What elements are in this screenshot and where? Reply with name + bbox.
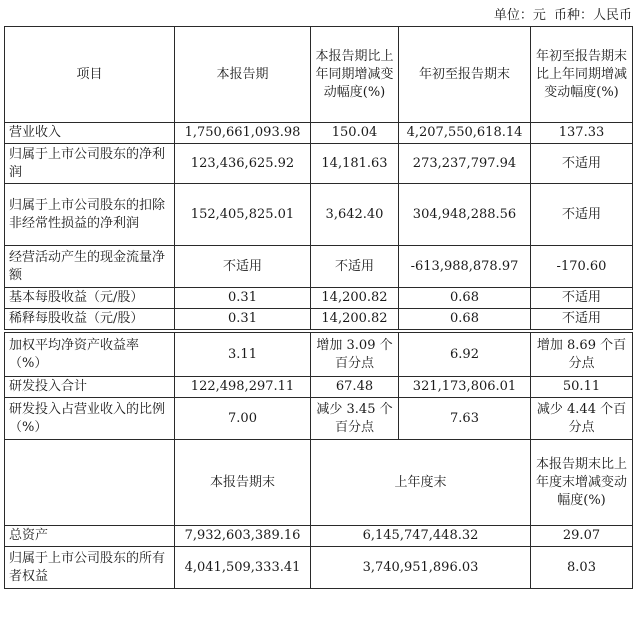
row-ytd: -613,988,878.97: [399, 246, 531, 288]
table-row: [5, 123, 633, 144]
table-row: [5, 377, 633, 398]
row-item: 稀释每股收益（元/股）: [5, 309, 175, 330]
row-current: 0.31: [175, 309, 311, 330]
table-row: [5, 246, 633, 288]
row-prior-year-end: 3,740,951,896.03: [311, 547, 531, 589]
financial-table-container: [4, 26, 633, 589]
table1-header-row: [5, 27, 633, 123]
row-change: 3,642.40: [311, 184, 399, 246]
row-ytd: 7.63: [399, 398, 531, 440]
row-ytd-change: 不适用: [531, 144, 633, 184]
row-current: 7.00: [175, 398, 311, 440]
row-ytd-change: 不适用: [531, 309, 633, 330]
table-row: [5, 288, 633, 309]
row-item: 营业收入: [5, 123, 175, 144]
row-change: 150.04: [311, 123, 399, 144]
table-row: [5, 309, 633, 330]
row-current: 152,405,825.01: [175, 184, 311, 246]
table2-header-row: [5, 440, 633, 526]
row-current: 1,750,661,093.98: [175, 123, 311, 144]
header-empty: [5, 440, 175, 526]
table-row: [5, 144, 633, 184]
header-current-period: 本报告期: [175, 27, 311, 123]
unit-currency-line: [490, 4, 632, 23]
row-change: 67.48: [311, 377, 399, 398]
row-current: 3.11: [175, 333, 311, 377]
row-current: 不适用: [175, 246, 311, 288]
row-ytd-change: 增加 8.69 个百分点: [531, 333, 633, 377]
row-item: 研发投入占营业收入的比例（%）: [5, 398, 175, 440]
row-current: 0.31: [175, 288, 311, 309]
row-current: 122,498,297.11: [175, 377, 311, 398]
row-item: 总资产: [5, 526, 175, 547]
header-ytd: 年初至报告期末: [399, 27, 531, 123]
table-row: [5, 398, 633, 440]
header-period-end: 本报告期末: [175, 440, 311, 526]
row-ytd-change: 不适用: [531, 184, 633, 246]
header-ytd-change: 年初至报告期末比上年同期增减变动幅度(%): [531, 27, 633, 123]
row-change: 14,200.82: [311, 309, 399, 330]
row-period-end: 4,041,509,333.41: [175, 547, 311, 589]
row-item: 归属于上市公司股东的净利润: [5, 144, 175, 184]
row-prior-year-end: 6,145,747,448.32: [311, 526, 531, 547]
row-ytd-change: -170.60: [531, 246, 633, 288]
currency-label: 币种：人民币: [553, 8, 632, 23]
row-change: 增加 3.09 个百分点: [311, 333, 399, 377]
financial-data-table: [4, 26, 633, 589]
row-ytd: 321,173,806.01: [399, 377, 531, 398]
row-change: 14,181.63: [311, 144, 399, 184]
row-item: 研发投入合计: [5, 377, 175, 398]
row-item: 归属于上市公司股东的所有者权益: [5, 547, 175, 589]
row-ytd: 0.68: [399, 309, 531, 330]
header-change: 本报告期末比上年度末增减变动幅度(%): [531, 440, 633, 526]
row-ytd: 4,207,550,618.14: [399, 123, 531, 144]
row-ytd-change: 137.33: [531, 123, 633, 144]
row-ytd-change: 减少 4.44 个百分点: [531, 398, 633, 440]
header-yoy-change: 本报告期比上年同期增减变动幅度(%): [311, 27, 399, 123]
row-ytd: 273,237,797.94: [399, 144, 531, 184]
row-change: 14,200.82: [311, 288, 399, 309]
row-ytd-change: 不适用: [531, 288, 633, 309]
table-row: [5, 333, 633, 377]
row-ytd: 304,948,288.56: [399, 184, 531, 246]
row-item: 归属于上市公司股东的扣除非经常性损益的净利润: [5, 184, 175, 246]
row-current: 123,436,625.92: [175, 144, 311, 184]
row-change: 减少 3.45 个百分点: [311, 398, 399, 440]
row-change: 29.07: [531, 526, 633, 547]
table-row: [5, 184, 633, 246]
header-item: 项目: [5, 27, 175, 123]
row-ytd: 6.92: [399, 333, 531, 377]
table-row: [5, 526, 633, 547]
row-change: 不适用: [311, 246, 399, 288]
unit-label: 单位：元: [493, 8, 546, 23]
row-item: 经营活动产生的现金流量净额: [5, 246, 175, 288]
row-change: 8.03: [531, 547, 633, 589]
row-period-end: 7,932,603,389.16: [175, 526, 311, 547]
row-item: 基本每股收益（元/股）: [5, 288, 175, 309]
row-item: 加权平均净资产收益率（%）: [5, 333, 175, 377]
table-row: [5, 547, 633, 589]
row-ytd-change: 50.11: [531, 377, 633, 398]
row-ytd: 0.68: [399, 288, 531, 309]
header-prior-year-end: 上年度末: [311, 440, 531, 526]
